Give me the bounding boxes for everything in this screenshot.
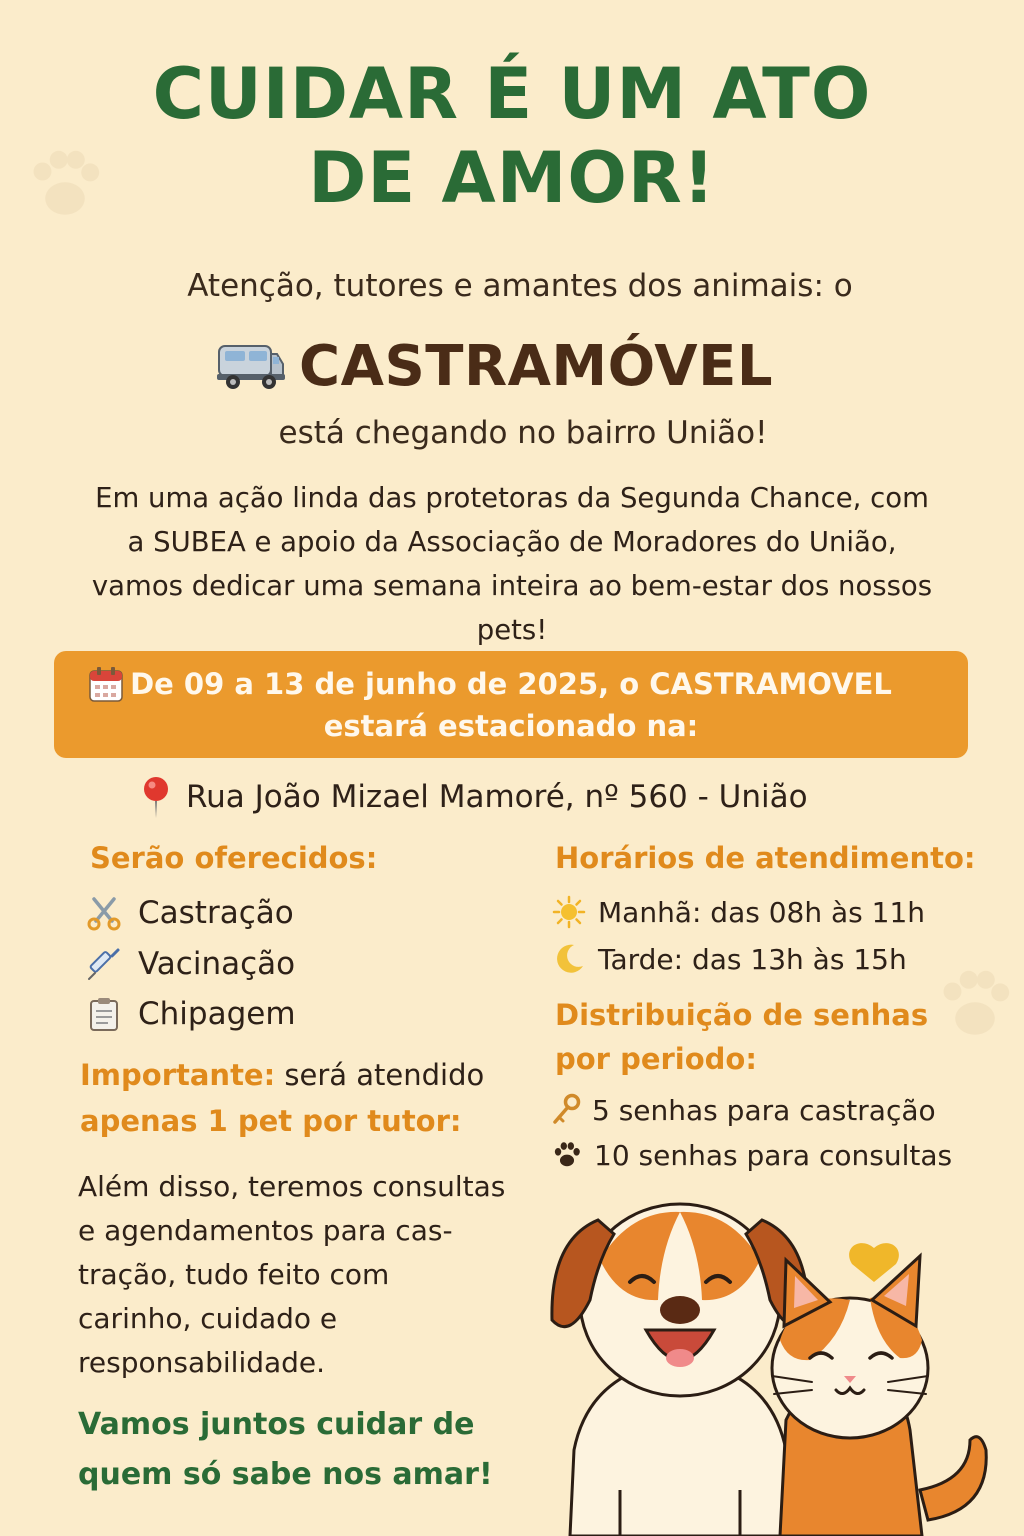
page-title xyxy=(0,52,1024,220)
description-line: vamos dedicar uma semana inteira ao bem-estar dos nossos xyxy=(91,570,933,602)
hours-label: Tarde: das 13h às 15h xyxy=(598,942,907,976)
slots-heading-line: Distribuição de senhas xyxy=(555,998,929,1032)
closing-line: Vamos juntos cuidar de xyxy=(78,1407,475,1442)
banner-line-1: De 09 a 13 de junho de 2025, o CASTRAMOVEL xyxy=(130,667,892,701)
important-note xyxy=(80,1052,540,1144)
extra-line: responsabilidade. xyxy=(78,1346,326,1379)
brand-name: CASTRAMÓVEL xyxy=(299,333,774,399)
slots-heading xyxy=(555,993,928,1081)
scissors-icon xyxy=(86,895,122,931)
important-label: Importante: xyxy=(80,1058,276,1092)
moon-icon xyxy=(552,942,586,976)
hours-heading: Horários de atendimento: xyxy=(555,841,976,875)
arrival-text: está chegando no bairro União! xyxy=(278,415,768,451)
slot-label: 10 senhas para consultas xyxy=(594,1138,953,1172)
pin-icon xyxy=(140,775,172,819)
service-item xyxy=(86,992,296,1036)
important-highlight: apenas 1 pet por tutor: xyxy=(80,1104,462,1138)
paw-icon xyxy=(550,1139,584,1171)
closing-line: quem só sabe nos amar! xyxy=(78,1457,493,1492)
clipboard-icon xyxy=(86,996,122,1032)
extra-info xyxy=(78,1165,543,1385)
closing-message xyxy=(78,1400,548,1500)
extra-line: carinho, cuidado e xyxy=(78,1302,338,1335)
banner-line-2: estará estacionado na: xyxy=(323,709,699,743)
slots-heading-line: por periodo: xyxy=(555,1042,757,1076)
slot-item xyxy=(550,1088,936,1132)
dog-and-cat-illustration xyxy=(540,1190,1024,1536)
description-line: pets! xyxy=(476,614,548,646)
title-line-1: CUIDAR É UM ATO xyxy=(152,53,872,135)
brand-heading xyxy=(215,334,773,398)
address xyxy=(140,772,808,822)
intro-text: Atenção, tutores e amantes dos animais: o xyxy=(187,268,853,304)
van-icon xyxy=(215,338,287,394)
key-icon xyxy=(550,1093,582,1127)
date-banner xyxy=(54,651,968,758)
slot-item xyxy=(550,1133,952,1177)
description-line: Em uma ação linda das protetoras da Segunda Chance, com xyxy=(95,482,929,514)
important-text: será atendido xyxy=(284,1058,485,1092)
hours-label: Manhã: das 08h às 11h xyxy=(598,895,926,929)
hours-item xyxy=(552,937,907,981)
services-heading: Serão oferecidos: xyxy=(90,841,378,875)
title-line-2: DE AMOR! xyxy=(308,137,716,219)
background-paw-icon xyxy=(930,960,1020,1050)
extra-line: tração, tudo feito com xyxy=(78,1258,390,1291)
sun-icon xyxy=(552,895,586,929)
description-line: a SUBEA e apoio da Associação de Moradores do União, xyxy=(127,526,897,558)
service-item xyxy=(86,942,295,986)
heart-icon xyxy=(849,1243,899,1282)
description-text xyxy=(40,476,984,652)
slot-label: 5 senhas para castração xyxy=(592,1093,936,1127)
service-label: Castração xyxy=(138,895,294,931)
service-label: Vacinação xyxy=(138,946,296,982)
service-label: Chipagem xyxy=(138,996,296,1032)
syringe-icon xyxy=(86,946,122,982)
address-text: Rua João Mizael Mamoré, nº 560 - União xyxy=(186,779,808,815)
banner-text xyxy=(54,663,968,747)
service-item xyxy=(86,891,294,935)
extra-line: Além disso, teremos consultas xyxy=(78,1170,506,1203)
hours-item xyxy=(552,890,925,934)
extra-line: e agendamentos para cas- xyxy=(78,1214,453,1247)
